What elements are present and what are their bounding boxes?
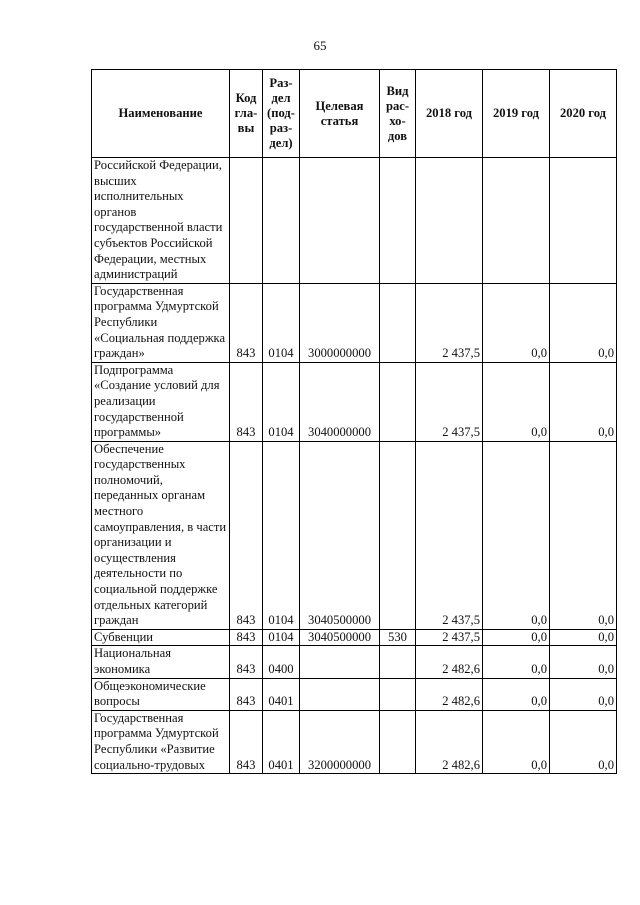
table-body [92,158,617,774]
row-chapter [230,158,263,284]
row-section: 0104 [263,362,300,441]
row-chapter: 843 [230,441,263,629]
row-section: 0401 [263,678,300,710]
row-target [300,678,380,710]
row-expense-type: 530 [380,629,416,646]
row-name: Государственная программа Удмуртской Республики «Социальная поддержка граждан» [92,283,230,362]
row-2019: 0,0 [483,646,550,678]
row-name: Государственная программа Удмуртской Республики «Развитие социально-трудовых [92,710,230,773]
header-target-item: Целевая статья [300,70,380,158]
row-2020: 0,0 [550,629,617,646]
row-2018: 2 437,5 [416,629,483,646]
row-expense-type [380,158,416,284]
row-target: 3000000000 [300,283,380,362]
table-row [92,629,617,646]
row-target: 3200000000 [300,710,380,773]
row-2020: 0,0 [550,678,617,710]
row-2019: 0,0 [483,283,550,362]
row-section [263,158,300,284]
row-section: 0104 [263,441,300,629]
row-target: 3040500000 [300,629,380,646]
row-2018: 2 437,5 [416,283,483,362]
row-expense-type [380,678,416,710]
row-name: Субвенции [92,629,230,646]
row-expense-type [380,710,416,773]
row-section: 0104 [263,629,300,646]
table-row [92,362,617,441]
row-2020: 0,0 [550,646,617,678]
header-section: Раз- дел (под- раз- дел) [263,70,300,158]
row-2018: 2 482,6 [416,646,483,678]
table-header [92,70,617,158]
row-2018: 2 437,5 [416,362,483,441]
row-2019: 0,0 [483,441,550,629]
row-chapter: 843 [230,710,263,773]
row-name: Общеэкономические вопросы [92,678,230,710]
row-name: Подпрограмма «Создание условий для реализации государственной программы» [92,362,230,441]
row-expense-type [380,441,416,629]
table-row [92,710,617,773]
header-chapter-code: Код гла- вы [230,70,263,158]
row-2019: 0,0 [483,678,550,710]
row-2019: 0,0 [483,362,550,441]
row-2018: 2 482,6 [416,678,483,710]
row-target: 3040000000 [300,362,380,441]
row-2018 [416,158,483,284]
row-2020 [550,158,617,284]
row-chapter: 843 [230,283,263,362]
row-target [300,646,380,678]
row-section: 0400 [263,646,300,678]
table-row [92,283,617,362]
table-row [92,646,617,678]
header-name: Наименование [92,70,230,158]
row-chapter: 843 [230,678,263,710]
page-number: 65 [313,38,327,53]
row-2020: 0,0 [550,710,617,773]
row-name: Обеспечение государственных полномочий, переданных органам местного самоуправления, в части организации и осуществления деятельности по социальной поддержке отдельных категорий граждан [92,441,230,629]
row-expense-type [380,646,416,678]
row-2020: 0,0 [550,362,617,441]
header-row [92,70,617,158]
header-expense-type: Вид рас- хо- дов [380,70,416,158]
header-2020: 2020 год [550,70,617,158]
row-name: Национальная экономика [92,646,230,678]
row-target [300,158,380,284]
header-2018: 2018 год [416,70,483,158]
row-section: 0104 [263,283,300,362]
row-2020: 0,0 [550,283,617,362]
table-row [92,678,617,710]
row-target: 3040500000 [300,441,380,629]
row-chapter: 843 [230,629,263,646]
row-2019: 0,0 [483,629,550,646]
row-chapter: 843 [230,646,263,678]
row-expense-type [380,283,416,362]
row-2018: 2 482,6 [416,710,483,773]
table-row [92,158,617,284]
row-expense-type [380,362,416,441]
row-name: Российской Федерации, высших исполнительных органов государственной власти субъектов Российской Федерации, местных администраций [92,158,230,284]
row-2018: 2 437,5 [416,441,483,629]
row-2020: 0,0 [550,441,617,629]
row-2019 [483,158,550,284]
table-row [92,441,617,629]
row-2019: 0,0 [483,710,550,773]
budget-table [91,69,617,774]
header-2019: 2019 год [483,70,550,158]
row-section: 0401 [263,710,300,773]
row-chapter: 843 [230,362,263,441]
